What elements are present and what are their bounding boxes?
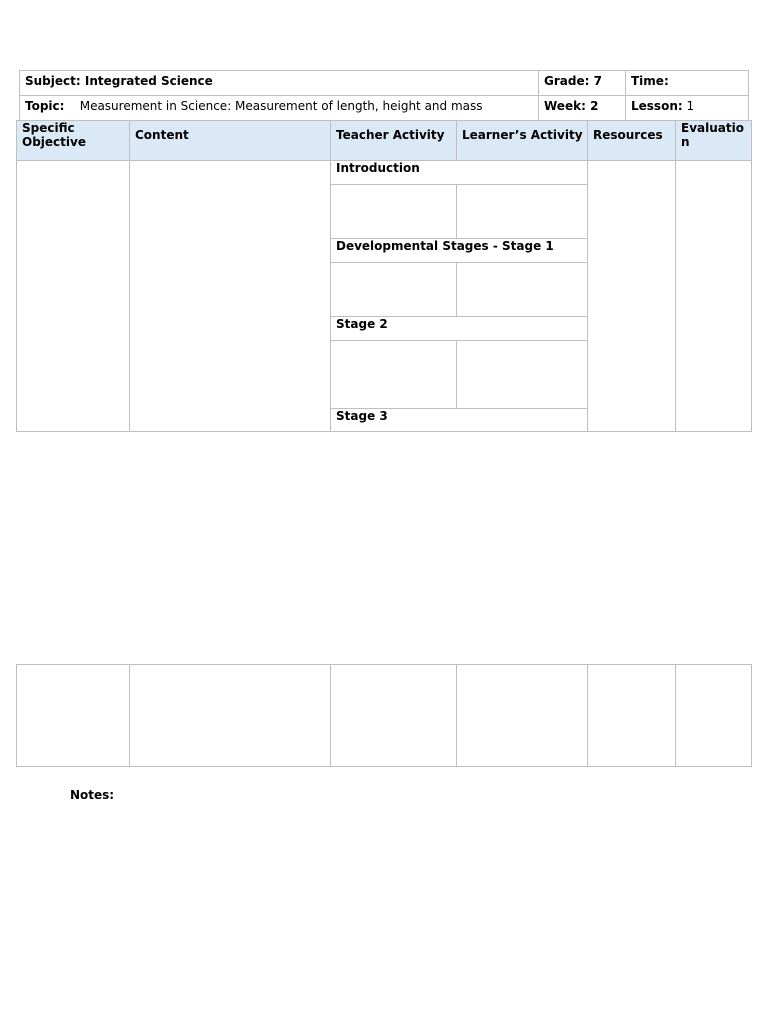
grade-label: Grade: <box>544 74 590 88</box>
continuation-cell <box>675 664 752 767</box>
stage-2: Stage 2 <box>330 316 588 341</box>
header-learners-activity: Learner’s Activity <box>456 120 588 161</box>
resources-cell <box>587 160 676 432</box>
learner-activity-cell <box>456 184 588 239</box>
week-value: 2 <box>590 99 599 113</box>
grade-value: 7 <box>593 74 602 88</box>
teacher-activity-cell <box>330 184 457 239</box>
continuation-cell <box>16 664 130 767</box>
stage-3: Stage 3 <box>330 408 588 432</box>
stage-1: Developmental Stages - Stage 1 <box>330 238 588 263</box>
lesson-cell <box>625 95 749 121</box>
week-cell <box>538 95 626 121</box>
lesson-label: Lesson: <box>631 99 683 113</box>
stage-introduction: Introduction <box>330 160 588 185</box>
continuation-cell <box>587 664 676 767</box>
teacher-activity-cell <box>330 340 457 409</box>
header-evaluation: Evaluation <box>675 120 752 161</box>
continuation-cell <box>330 664 457 767</box>
topic-cell <box>19 95 539 121</box>
header-specific-objective: Specific Objective <box>16 120 130 161</box>
grade-cell <box>538 70 626 96</box>
content-cell <box>129 160 331 432</box>
header-teacher-activity: Teacher Activity <box>330 120 457 161</box>
subject-label: Subject: <box>25 74 81 88</box>
time-label: Time: <box>631 74 669 88</box>
evaluation-cell <box>675 160 752 432</box>
subject-cell <box>19 70 539 96</box>
notes-label: Notes: <box>70 788 115 802</box>
learner-activity-cell <box>456 262 588 317</box>
continuation-cell <box>456 664 588 767</box>
topic-label: Topic: <box>25 99 65 113</box>
time-cell <box>625 70 749 96</box>
header-resources: Resources <box>587 120 676 161</box>
learner-activity-cell <box>456 340 588 409</box>
teacher-activity-cell <box>330 262 457 317</box>
subject-value: Integrated Science <box>84 74 213 88</box>
header-content: Content <box>129 120 331 161</box>
lesson-value: 1 <box>686 99 695 113</box>
week-label: Week: <box>544 99 586 113</box>
continuation-cell <box>129 664 331 767</box>
objective-cell <box>16 160 130 432</box>
topic-value: Measurement in Science: Measurement of length, height and mass <box>79 99 483 113</box>
